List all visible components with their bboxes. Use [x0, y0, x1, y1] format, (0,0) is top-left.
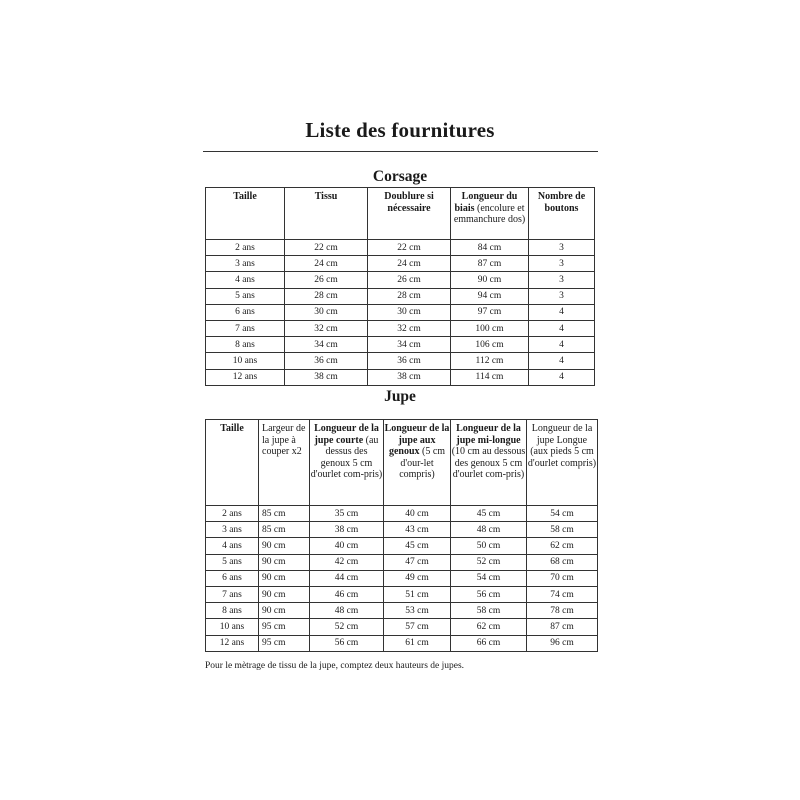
corsage-table-cell: 4 [529, 369, 595, 385]
corsage-table-row [206, 369, 595, 385]
jupe-table-cell: 90 cm [259, 570, 310, 586]
corsage-table-cell: 30 cm [368, 304, 451, 320]
jupe-table-cell: 45 cm [451, 506, 527, 522]
jupe-table-cell: 61 cm [384, 635, 451, 651]
corsage-table-cell: 4 [529, 353, 595, 369]
corsage-table-cell: 97 cm [451, 304, 529, 320]
jupe-header-genoux-label: Longueur de la jupe aux genoux [384, 423, 450, 457]
jupe-table-cell: 78 cm [527, 603, 598, 619]
jupe-header-courte-note: (au dessus des genoux 5 cm d'ourlet com-pris) [310, 434, 383, 480]
jupe-table-cell: 90 cm [259, 603, 310, 619]
jupe-table-cell: 57 cm [384, 619, 451, 635]
corsage-header-boutons: Nombre de boutons [529, 188, 595, 240]
corsage-header-doublure: Doublure si nécessaire [368, 188, 451, 240]
jupe-table-cell: 53 cm [384, 603, 451, 619]
corsage-table-cell: 5 ans [206, 288, 285, 304]
corsage-table-cell: 10 ans [206, 353, 285, 369]
corsage-heading: Corsage [372, 168, 428, 185]
corsage-table-cell: 38 cm [285, 369, 368, 385]
corsage-header-biais-label: Longueur du biais [454, 191, 518, 214]
corsage-table-cell: 84 cm [451, 240, 529, 256]
corsage-table-cell: 6 ans [206, 304, 285, 320]
jupe-table-row [206, 522, 598, 538]
jupe-header-milongue [451, 420, 527, 506]
jupe-header-courte [310, 420, 384, 506]
jupe-header-genoux-note: (5 cm d'our-let compris) [399, 446, 446, 480]
jupe-table-cell: 35 cm [310, 506, 384, 522]
corsage-table-row [206, 320, 595, 336]
corsage-header-taille: Taille [206, 188, 285, 240]
corsage-table-cell: 32 cm [368, 320, 451, 336]
jupe-table-cell: 58 cm [527, 522, 598, 538]
jupe-table [205, 419, 598, 652]
jupe-header-taille: Taille [206, 420, 259, 506]
corsage-table-row [206, 240, 595, 256]
jupe-table-cell: 62 cm [451, 619, 527, 635]
corsage-table-cell: 94 cm [451, 288, 529, 304]
jupe-table-cell: 46 cm [310, 586, 384, 602]
corsage-table-row [206, 304, 595, 320]
corsage-table-cell: 112 cm [451, 353, 529, 369]
jupe-table-cell: 54 cm [451, 570, 527, 586]
jupe-table-cell: 6 ans [206, 570, 259, 586]
jupe-table-cell: 48 cm [451, 522, 527, 538]
jupe-table-row [206, 586, 598, 602]
corsage-table-row [206, 353, 595, 369]
jupe-table-cell: 90 cm [259, 554, 310, 570]
corsage-table-cell: 32 cm [285, 320, 368, 336]
jupe-header-courte-label: Longueur de la jupe courte [314, 423, 379, 446]
jupe-table-cell: 47 cm [384, 554, 451, 570]
corsage-header-tissu: Tissu [285, 188, 368, 240]
corsage-table-cell: 26 cm [285, 272, 368, 288]
footnote: Pour le mètrage de tissu de la jupe, comptez deux hauteurs de jupes. [205, 661, 465, 671]
corsage-table-cell: 34 cm [285, 337, 368, 353]
jupe-header-longue: Longueur de la jupe Longue (aux pieds 5 cm d'ourlet compris) [527, 420, 598, 506]
corsage-table-cell: 24 cm [285, 256, 368, 272]
corsage-table-cell: 34 cm [368, 337, 451, 353]
corsage-header-biais-note: (encolure et emmanchure dos) [453, 202, 526, 225]
jupe-table-cell: 2 ans [206, 506, 259, 522]
corsage-table-row [206, 256, 595, 272]
corsage-table-cell: 36 cm [285, 353, 368, 369]
jupe-table-cell: 62 cm [527, 538, 598, 554]
corsage-table-cell: 87 cm [451, 256, 529, 272]
jupe-table-row [206, 570, 598, 586]
jupe-table-row [206, 603, 598, 619]
corsage-table-cell: 4 ans [206, 272, 285, 288]
corsage-table-cell: 114 cm [451, 369, 529, 385]
jupe-table-cell: 3 ans [206, 522, 259, 538]
jupe-table-row [206, 619, 598, 635]
jupe-table-cell: 38 cm [310, 522, 384, 538]
jupe-table-body [206, 506, 598, 652]
corsage-table-cell: 28 cm [285, 288, 368, 304]
jupe-table-cell: 44 cm [310, 570, 384, 586]
jupe-table-cell: 40 cm [384, 506, 451, 522]
jupe-table-cell: 12 ans [206, 635, 259, 651]
corsage-table-row [206, 272, 595, 288]
corsage-table-cell: 3 [529, 272, 595, 288]
jupe-table-cell: 51 cm [384, 586, 451, 602]
corsage-table-body [206, 240, 595, 386]
jupe-table-row [206, 635, 598, 651]
corsage-table-cell: 3 [529, 256, 595, 272]
corsage-table-row [206, 337, 595, 353]
corsage-table-cell: 4 [529, 304, 595, 320]
corsage-table-cell: 2 ans [206, 240, 285, 256]
jupe-table-cell: 56 cm [451, 586, 527, 602]
corsage-table-cell: 38 cm [368, 369, 451, 385]
jupe-table-cell: 70 cm [527, 570, 598, 586]
jupe-table-cell: 90 cm [259, 586, 310, 602]
jupe-table-cell: 95 cm [259, 619, 310, 635]
title-rule [203, 151, 598, 152]
corsage-table-cell: 8 ans [206, 337, 285, 353]
jupe-table-cell: 87 cm [527, 619, 598, 635]
corsage-table [205, 187, 595, 386]
jupe-table-cell: 95 cm [259, 635, 310, 651]
jupe-table-cell: 43 cm [384, 522, 451, 538]
corsage-table-row [206, 288, 595, 304]
corsage-header-biais [451, 188, 529, 240]
jupe-heading: Jupe [384, 388, 416, 405]
jupe-header-milongue-note: (10 cm au dessous des genoux 5 cm d'ourlet com-pris) [451, 446, 526, 480]
corsage-table-cell: 22 cm [368, 240, 451, 256]
jupe-table-cell: 10 ans [206, 619, 259, 635]
corsage-table-cell: 3 [529, 288, 595, 304]
corsage-table-cell: 3 [529, 240, 595, 256]
jupe-table-cell: 56 cm [310, 635, 384, 651]
jupe-table-cell: 40 cm [310, 538, 384, 554]
jupe-table-cell: 5 ans [206, 554, 259, 570]
corsage-table-cell: 106 cm [451, 337, 529, 353]
jupe-table-cell: 48 cm [310, 603, 384, 619]
jupe-table-cell: 90 cm [259, 538, 310, 554]
corsage-table-cell: 24 cm [368, 256, 451, 272]
jupe-table-row [206, 538, 598, 554]
jupe-table-cell: 42 cm [310, 554, 384, 570]
jupe-table-cell: 8 ans [206, 603, 259, 619]
jupe-table-cell: 85 cm [259, 506, 310, 522]
jupe-header-milongue-label: Longueur de la jupe mi-longue [456, 423, 521, 446]
corsage-table-cell: 90 cm [451, 272, 529, 288]
corsage-table-cell: 30 cm [285, 304, 368, 320]
corsage-table-cell: 22 cm [285, 240, 368, 256]
corsage-table-cell: 26 cm [368, 272, 451, 288]
jupe-table-cell: 52 cm [451, 554, 527, 570]
jupe-table-cell: 52 cm [310, 619, 384, 635]
jupe-table-cell: 54 cm [527, 506, 598, 522]
jupe-table-cell: 58 cm [451, 603, 527, 619]
jupe-header-largeur: Largeur de la jupe à couper x2 [259, 420, 310, 506]
jupe-table-cell: 96 cm [527, 635, 598, 651]
jupe-table-cell: 4 ans [206, 538, 259, 554]
corsage-table-cell: 7 ans [206, 320, 285, 336]
jupe-table-cell: 49 cm [384, 570, 451, 586]
corsage-table-cell: 100 cm [451, 320, 529, 336]
jupe-table-cell: 74 cm [527, 586, 598, 602]
jupe-table-row [206, 506, 598, 522]
jupe-table-cell: 50 cm [451, 538, 527, 554]
page-title: Liste des fournitures [305, 118, 495, 142]
corsage-table-cell: 3 ans [206, 256, 285, 272]
corsage-table-cell: 4 [529, 320, 595, 336]
jupe-table-cell: 68 cm [527, 554, 598, 570]
jupe-table-cell: 7 ans [206, 586, 259, 602]
jupe-table-cell: 45 cm [384, 538, 451, 554]
jupe-header-genoux [384, 420, 451, 506]
jupe-table-cell: 85 cm [259, 522, 310, 538]
corsage-table-cell: 36 cm [368, 353, 451, 369]
corsage-table-cell: 12 ans [206, 369, 285, 385]
jupe-table-cell: 66 cm [451, 635, 527, 651]
jupe-table-row [206, 554, 598, 570]
corsage-table-cell: 28 cm [368, 288, 451, 304]
corsage-table-cell: 4 [529, 337, 595, 353]
